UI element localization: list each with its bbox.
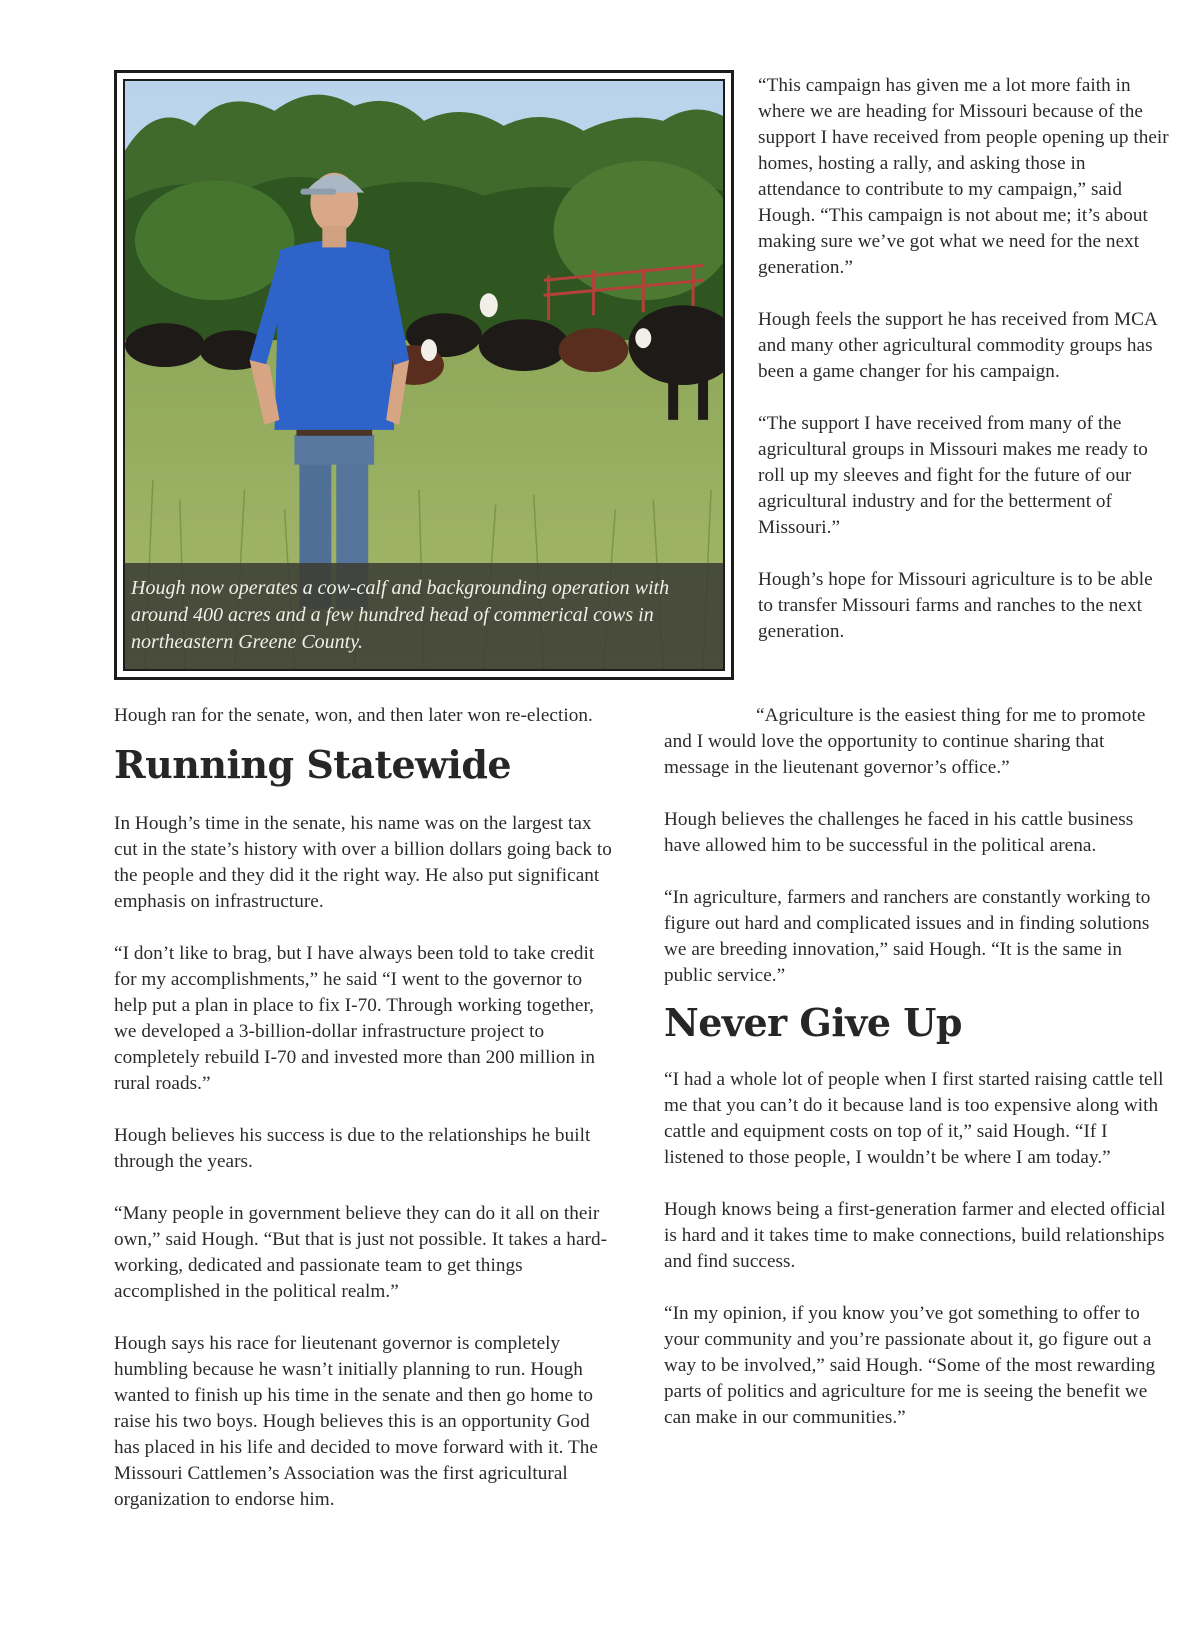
right-column-bottom — [664, 703, 1170, 1457]
paragraph: Hough feels the support he has received from MCA and many other agricultural commodity groups has been a game changer for his campaign. — [758, 309, 1157, 382]
left-column — [114, 703, 616, 1539]
feature-photo — [123, 79, 725, 671]
paragraph: “I don’t like to brag, but I have always been told to take credit for my accomplishments,” he said “I went to the governor to help put a plan in place to fix I-70. Through working together, we developed a 3-billion-dollar infrastructure project to completely rebuild I-70 and invested more than 200 million in rural roads.” — [114, 943, 596, 1094]
photo-caption: Hough now operates a cow-calf and backgrounding operation with around 400 acres and a few hundred head of commerical cows in northeastern Greene County. — [131, 577, 670, 653]
paragraph: “In agriculture, farmers and ranchers are constantly working to figure out hard and complicated issues and in finding solutions we are breeding innovation,” said Hough. “It is the same in public service.” — [664, 887, 1151, 986]
paragraph: Hough says his race for lieutenant governor is completely humbling because he wasn’t initially planning to run. Hough wanted to finish up his time in the senate and then go home to raise his two boys. Hough believes this is an opportunity God has placed in his life and decided to move forward with it. The Missouri Cattlemen’s Association was the first agricultural organization to endorse him. — [114, 1333, 598, 1510]
section-heading-running-statewide: Running Statewide — [114, 742, 512, 787]
feature-photo-frame — [114, 70, 734, 680]
paragraph: In Hough’s time in the senate, his name was on the largest tax cut in the state’s history with over a billion dollars going back to the people and they did it the right way. He also put significant emphasis on infrastructure. — [114, 813, 612, 912]
paragraph: “I had a whole lot of people when I first started raising cattle tell me that you can’t do it because land is too expensive along with cattle and equipment costs on top of it,” said Hough. “If I listened to those people, I wouldn’t be where I am today.” — [664, 1069, 1164, 1168]
paragraph: “The support I have received from many of the agricultural groups in Missouri makes me ready to roll up my sleeves and fight for the future of our agricultural industry and for the betterment of Missouri.” — [758, 413, 1148, 538]
paragraph: “Agriculture is the easiest thing for me to promote and I would love the opportunity to continue sharing that message in the lieutenant governor’s office.” — [664, 705, 1146, 778]
section-heading-never-give-up: Never Give Up — [664, 1000, 963, 1045]
paragraph: “Many people in government believe they can do it all on their own,” said Hough. “But that is just not possible. It takes a hard-working, dedicated and passionate team to get things accomplished in the political realm.” — [114, 1203, 608, 1302]
right-column-top — [758, 73, 1170, 671]
paragraph: Hough’s hope for Missouri agriculture is to be able to transfer Missouri farms and ranches to the next generation. — [758, 569, 1153, 642]
paragraph: “This campaign has given me a lot more faith in where we are heading for Missouri because of the support I have received from people opening up their homes, hosting a rally, and asking those in attendance to contribute to my campaign,” said Hough. “This campaign is not about me; it’s about making sure we’ve got what we need for the next generation.” — [758, 75, 1169, 278]
intro-paragraph: Hough ran for the senate, won, and then later won re-election. — [114, 705, 593, 726]
paragraph: “In my opinion, if you know you’ve got something to offer to your community and you’re passionate about it, go figure out a way to be involved,” said Hough. “Some of the most rewarding parts of politics and agriculture for me is seeing the benefit we can make in our communities.” — [664, 1303, 1156, 1428]
paragraph: Hough knows being a first-generation farmer and elected official is hard and it takes time to make connections, build relationships and find success. — [664, 1199, 1166, 1272]
paragraph: Hough believes his success is due to the relationships he built through the years. — [114, 1125, 591, 1172]
paragraph: Hough believes the challenges he faced in his cattle business have allowed him to be successful in the political arena. — [664, 809, 1134, 856]
photo-caption-box — [125, 563, 723, 669]
